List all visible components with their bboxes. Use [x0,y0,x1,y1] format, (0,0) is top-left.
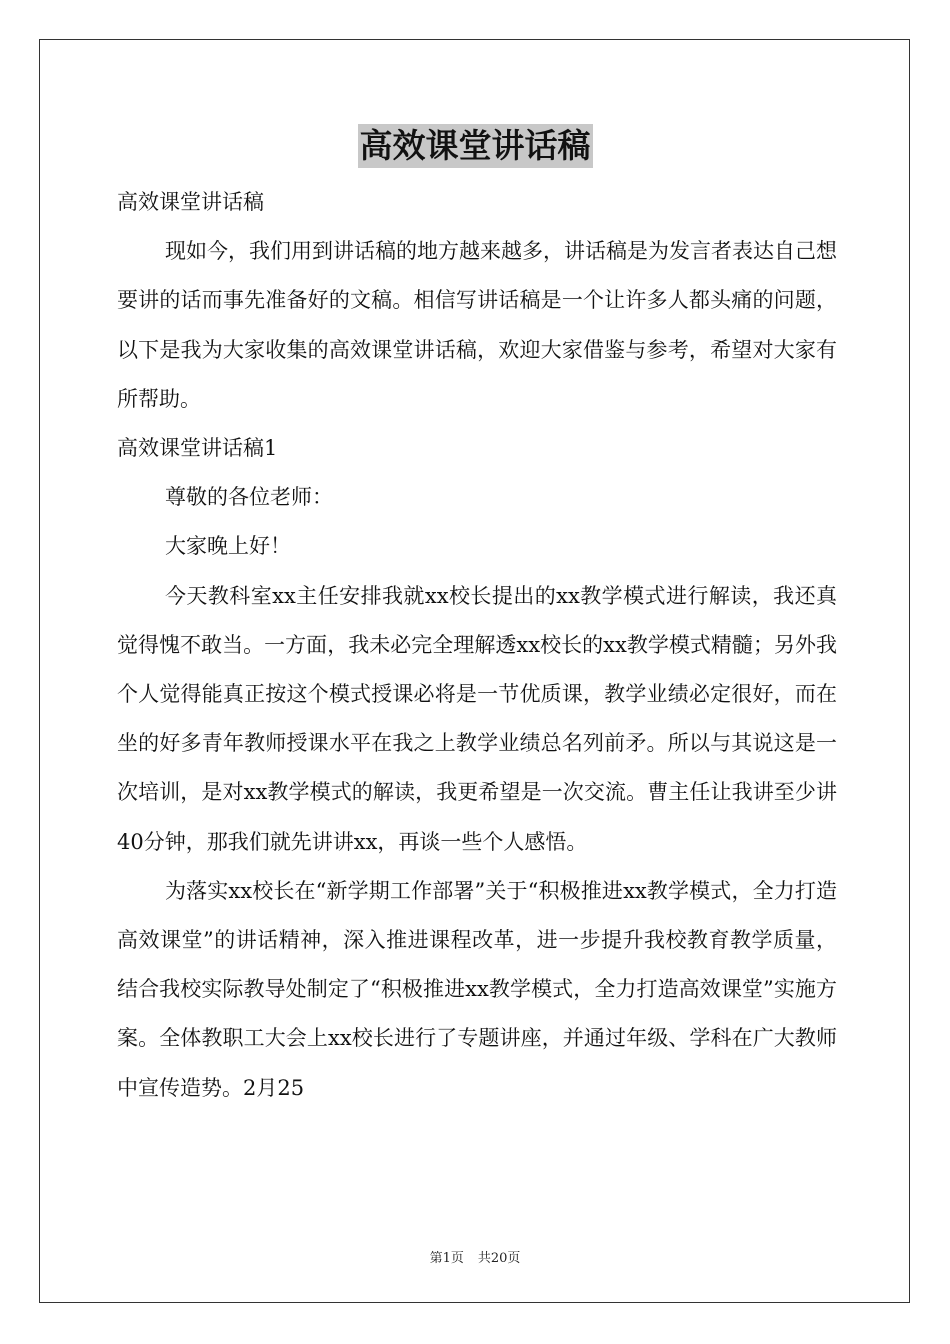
document-title: 高效课堂讲话稿 [358,124,593,168]
page-footer [0,1247,950,1266]
page-number: 第1页 [429,1251,464,1266]
paragraph-salutation: 尊敬的各位老师： [165,485,333,510]
title-container [0,124,950,168]
paragraph-subtitle: 高效课堂讲话稿 [117,190,264,214]
page-total: 共20页 [477,1251,521,1266]
document-body [117,178,837,1113]
paragraph-greeting: 大家晚上好！ [165,534,291,559]
paragraph-intro: 现如今，我们用到讲话稿的地方越来越多，讲话稿是为发言者表达自己想要讲的话而事先准备好的文稿。相信写讲话稿是一个让许多人都头痛的问题，以下是我为大家收集的高效课堂讲话稿，欢迎大家借鉴与参考，希望对大家有所帮助。 [117,239,837,411]
paragraph-body-1: 今天教科室xx主任安排我就xx校长提出的xx教学模式进行解读，我还真觉得愧不敢当。一方面，我未必完全理解透xx校长的xx教学模式精髓；另外我个人觉得能真正按这个模式授课必将是一节优质课，教学业绩必定很好，而在坐的好多青年教师授课水平在我之上教学业绩总名列前矛。所以与其说这是一次培训，是对xx教学模式的解读，我更希望是一次交流。曹主任让我讲至少讲40分钟，那我们就先讲讲xx，再谈一些个人感悟。 [117,583,837,854]
paragraph-body-2: 为落实xx校长在“新学期工作部署”关于“积极推进xx教学模式，全力打造高效课堂”的讲话精神，深入推进课程改革，进一步提升我校教育教学质量，结合我校实际教导处制定了“积极推进xx教学模式，全力打造高效课堂”实施方案。全体教职工大会上xx校长进行了专题讲座，并通过年级、学科在广大教师中宣传造势。2月25 [117,878,837,1100]
paragraph-section-heading: 高效课堂讲话稿1 [117,436,278,461]
